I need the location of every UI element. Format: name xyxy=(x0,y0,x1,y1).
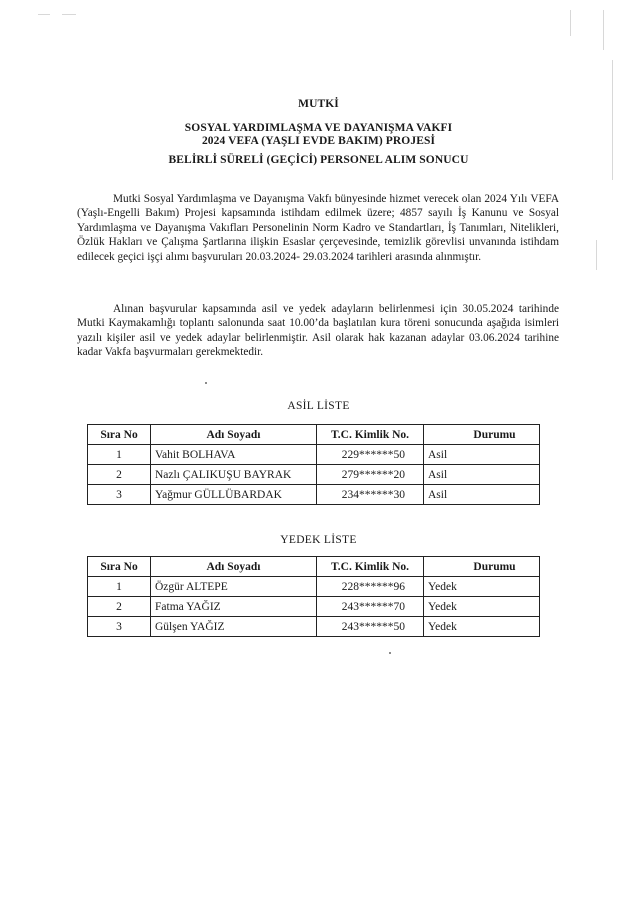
table-row xyxy=(88,577,540,597)
table-row xyxy=(88,465,540,485)
cell-tc-kimlik-no: 234******30 xyxy=(317,485,424,505)
scan-dot xyxy=(205,382,207,384)
paragraph-text: Mutki Sosyal Yardımlaşma ve Dayanışma Vakfı bünyesinde hizmet verecek olan 2024 Yılı VEFA (Yaşlı-Engelli Bakım) Projesi kapsamında istihdam edilmek üzere; 4857 sayılı İş Kanunu ve Sosyal Yardımlaşma ve Dayanışma Vakıfları Personelinin Norm Kadro ve Standartları, İş Tanımları, Nitelikleri, Özlük Hakları ve Çalışma Şartlarına ilişkin Esaslar çerçevesinde, temizlik görevlisi unvanında istihdam edilecek geçici işçi alımı başvuruları 20.03.2024- 29.03.2024 tarihleri arasında alınmıştır. xyxy=(77,193,559,263)
cell-sira-no: 3 xyxy=(88,485,151,505)
table-header-row xyxy=(88,557,540,577)
yedek-list-title: YEDEK LİSTE xyxy=(280,534,357,546)
table-header-row xyxy=(88,425,540,445)
paragraph-text: Alınan başvurular kapsamında asil ve yedek adayların belirlenmesi için 30.05.2024 tarihinde Mutki Kaymakamlığı toplantı salonunda saat 10.00’da başlatılan kura töreni sonucunda aşağıda isimleri yazılı kişiler asil ve yedek adaylar belirlenmiştir. Asil olarak hak kazanan adaylar 03.06.2024 tarihine kadar Vakfa başvurmaları gerekmektedir. xyxy=(77,303,559,359)
cell-durumu: Yedek xyxy=(424,597,540,617)
scan-artifact xyxy=(38,14,50,15)
scan-artifact xyxy=(596,240,597,270)
table-row xyxy=(88,485,540,505)
column-header-sira-no: Sıra No xyxy=(88,425,151,445)
asil-list-table xyxy=(87,424,540,505)
heading-institution-city: MUTKİ xyxy=(298,98,339,110)
cell-adi-soyadi: Özgür ALTEPE xyxy=(151,577,317,597)
column-header-sira-no: Sıra No xyxy=(88,557,151,577)
paragraph-application-info xyxy=(77,192,559,264)
cell-adi-soyadi: Vahit BOLHAVA xyxy=(151,445,317,465)
cell-sira-no: 2 xyxy=(88,465,151,485)
cell-sira-no: 1 xyxy=(88,577,151,597)
heading-announcement-title: BELİRLİ SÜRELİ (GEÇİCİ) PERSONEL ALIM SONUCU xyxy=(168,154,469,166)
cell-durumu: Asil xyxy=(424,485,540,505)
scan-artifact xyxy=(570,10,571,36)
column-header-durumu: Durumu xyxy=(424,557,540,577)
heading-project-name: 2024 VEFA (YAŞLI EVDE BAKIM) PROJESİ xyxy=(201,135,436,147)
cell-sira-no: 2 xyxy=(88,597,151,617)
column-header-adi-soyadi: Adı Soyadı xyxy=(151,557,317,577)
column-header-durumu: Durumu xyxy=(424,425,540,445)
cell-sira-no: 1 xyxy=(88,445,151,465)
cell-adi-soyadi: Yağmur GÜLLÜBARDAK xyxy=(151,485,317,505)
cell-tc-kimlik-no: 243******70 xyxy=(317,597,424,617)
cell-durumu: Yedek xyxy=(424,617,540,637)
yedek-list-table xyxy=(87,556,540,637)
cell-tc-kimlik-no: 228******96 xyxy=(317,577,424,597)
cell-adi-soyadi: Gülşen YAĞIZ xyxy=(151,617,317,637)
table-row xyxy=(88,617,540,637)
cell-tc-kimlik-no: 279******20 xyxy=(317,465,424,485)
cell-durumu: Asil xyxy=(424,445,540,465)
table-row xyxy=(88,445,540,465)
cell-sira-no: 3 xyxy=(88,617,151,637)
cell-durumu: Asil xyxy=(424,465,540,485)
column-header-tc-kimlik-no: T.C. Kimlik No. xyxy=(317,425,424,445)
column-header-tc-kimlik-no: T.C. Kimlik No. xyxy=(317,557,424,577)
cell-tc-kimlik-no: 229******50 xyxy=(317,445,424,465)
scan-dot xyxy=(389,652,391,654)
scan-artifact xyxy=(62,14,76,15)
cell-durumu: Yedek xyxy=(424,577,540,597)
table-row xyxy=(88,597,540,617)
cell-adi-soyadi: Fatma YAĞIZ xyxy=(151,597,317,617)
column-header-adi-soyadi: Adı Soyadı xyxy=(151,425,317,445)
scan-artifact xyxy=(603,10,604,50)
paragraph-lottery-result xyxy=(77,302,559,360)
cell-adi-soyadi: Nazlı ÇALIKUŞU BAYRAK xyxy=(151,465,317,485)
heading-foundation-name: SOSYAL YARDIMLAŞMA VE DAYANIŞMA VAKFI xyxy=(184,122,453,134)
asil-list-title: ASİL LİSTE xyxy=(287,400,350,412)
cell-tc-kimlik-no: 243******50 xyxy=(317,617,424,637)
